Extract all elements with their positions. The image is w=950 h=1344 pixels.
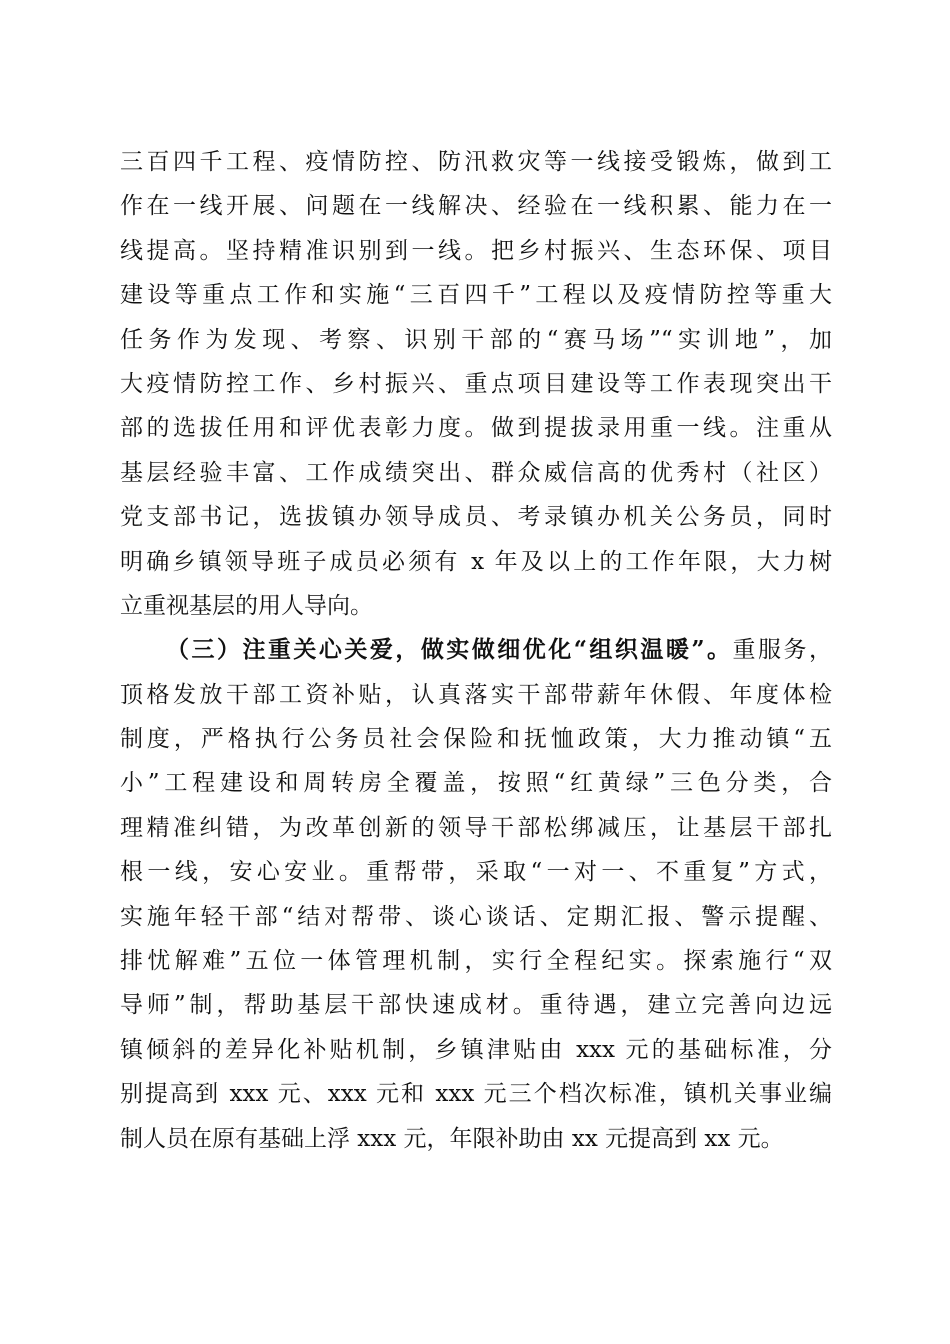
paragraph-1 — [120, 140, 832, 628]
text-line: 线提高。坚持精准识别到一线。把乡村振兴、生态环保、项目 — [120, 237, 832, 264]
section-heading-line — [120, 628, 832, 672]
text-line: 制人员在原有基础上浮 xxx 元，年限补助由 xx 元提高到 xx 元。 — [120, 1125, 784, 1152]
text-line: 立重视基层的用人导向。 — [120, 592, 373, 619]
text-line: 建设等重点工作和实施“三百四千”工程以及疫情防控等重大 — [120, 282, 832, 309]
text-line: 作在一线开展、问题在一线解决、经验在一线积累、能力在一 — [120, 193, 832, 220]
text-line: 根一线，安心安业。重帮带，采取“一对一、不重复”方式， — [120, 859, 832, 886]
text-line: 排忧解难”五位一体管理机制，实行全程纪实。探索施行“双 — [120, 948, 832, 975]
text-line: 导师”制，帮助基层干部快速成材。重待遇，建立完善向边远 — [120, 992, 832, 1019]
document-body — [120, 140, 832, 1161]
text-line: 实施年轻干部“结对帮带、谈心谈话、定期汇报、警示提醒、 — [120, 903, 832, 930]
text-line: 理精准纠错，为改革创新的领导干部松绑减压，让基层干部扎 — [120, 814, 832, 841]
text-line: 别提高到 xxx 元、xxx 元和 xxx 元三个档次标准，镇机关事业编 — [120, 1081, 832, 1108]
text-line: 镇倾斜的差异化补贴机制，乡镇津贴由 xxx 元的基础标准，分 — [120, 1036, 832, 1063]
heading-line-continuation: 重服务， — [732, 637, 832, 664]
text-line: 三百四千工程、疫情防控、防汛救灾等一线接受锻炼，做到工 — [120, 149, 832, 175]
text-line: 小”工程建设和周转房全覆盖，按照“红黄绿”三色分类，合 — [120, 770, 832, 797]
text-line: 任务作为发现、考察、识别干部的“赛马场”“实训地”，加 — [120, 326, 832, 353]
text-line: 大疫情防控工作、乡村振兴、重点项目建设等工作表现突出干 — [120, 370, 832, 397]
text-line: 制度，严格执行公务员社会保险和抚恤政策，大力推动镇“五 — [120, 726, 832, 753]
text-line: 部的选拔任用和评优表彰力度。做到提拔录用重一线。注重从 — [120, 415, 832, 442]
paragraph-2 — [120, 628, 832, 1161]
text-line: 党支部书记，选拔镇办领导成员、考录镇办机关公务员，同时 — [120, 504, 832, 531]
text-line: 顶格发放干部工资补贴，认真落实干部带薪年休假、年度体检 — [120, 681, 832, 708]
text-line: 基层经验丰富、工作成绩突出、群众威信高的优秀村（社区） — [120, 459, 832, 486]
section-heading: （三）注重关心关爱，做实做细优化“组织温暖”。 — [166, 636, 733, 664]
text-line: 明确乡镇领导班子成员必须有 x 年及以上的工作年限，大力树 — [120, 548, 832, 575]
